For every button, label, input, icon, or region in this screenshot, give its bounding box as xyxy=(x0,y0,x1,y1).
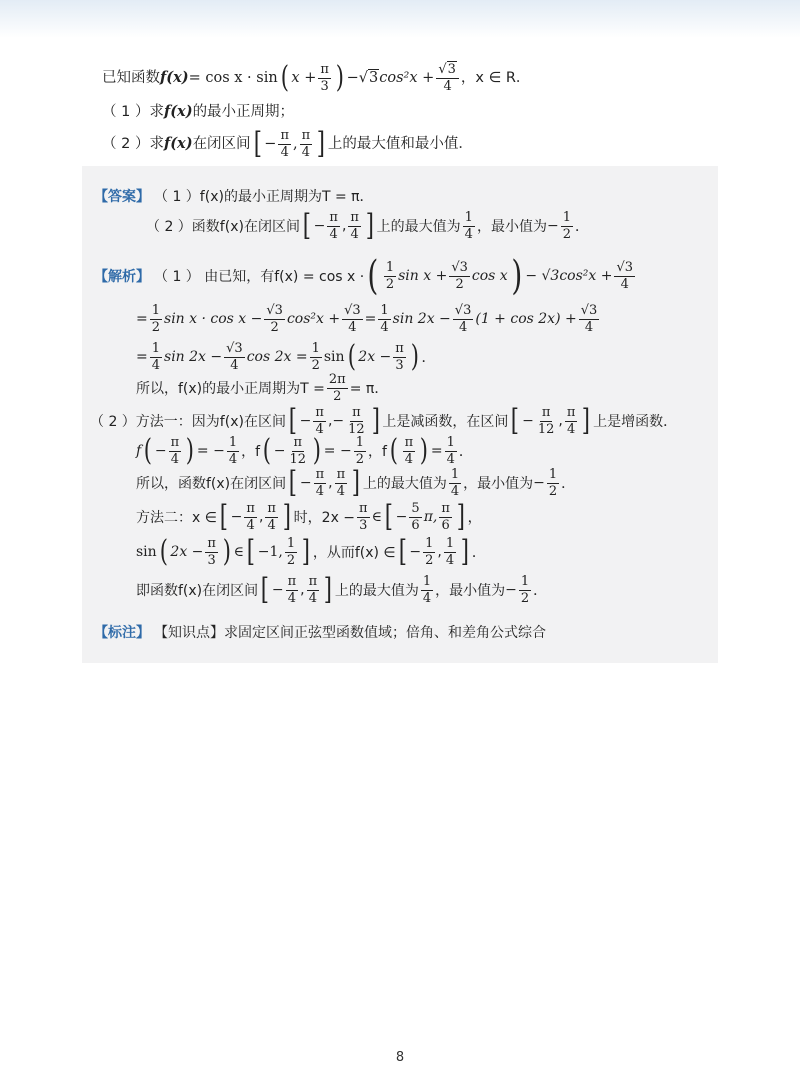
q1-fx: f(x) xyxy=(163,102,193,120)
l3-end: ． xyxy=(421,350,436,366)
problem-intro: 已知函数 xyxy=(102,69,160,86)
question-1 xyxy=(102,100,762,124)
m1c-mid2: ，最小值为 xyxy=(463,476,534,492)
m1-eq2: = − xyxy=(323,443,352,459)
analysis-s1-prefix: （ 1 ） 由已知，有f(x) = cos x · xyxy=(154,269,365,285)
def-part: = cos x · sin xyxy=(188,69,278,86)
l3e: 2x − xyxy=(358,349,392,365)
m2-when: 时，2x − xyxy=(293,510,356,526)
note-line xyxy=(94,622,546,642)
answer-1: （ 1 ）f(x)的最小正周期为T = π． xyxy=(154,189,374,205)
m1c-prefix: 所以，函数f(x)在闭区间 xyxy=(136,476,287,492)
method-2-line-2: sin ( 2x − $\frac{\pi}{3}$ ) ∈ [ −1, $\frac{1}{2}$ ] ，从而f(x) ∈ [ − $\frac{1}{2}$ , $\frac{1}{4}$ ] ． xyxy=(136,534,486,569)
note-tag: 【标注】 xyxy=(94,625,150,641)
page-number: 8 xyxy=(395,1050,405,1065)
l3d: sin xyxy=(323,349,345,365)
problem-line-1: 已知函数 f(x) = cos x · sin ( x + $\frac{\pi}{3}$ ) − √3 cos²x + $\frac{√3}{4}$ ，x ∈ R． xyxy=(102,60,531,95)
q1-suffix: 的最小正周期； xyxy=(192,103,295,120)
m2-prefix: 方法二：x ∈ xyxy=(136,510,217,526)
domain-text: ，x ∈ R． xyxy=(460,69,531,86)
q2-mid: 在闭区间 xyxy=(192,135,251,152)
m1c-mid: 上的最大值为 xyxy=(362,476,447,492)
m2c-end: ． xyxy=(533,583,548,599)
l3c: cos 2x = xyxy=(246,349,308,365)
analysis-tag: 【解析】 xyxy=(94,269,150,285)
m1-eq1: = − xyxy=(196,443,225,459)
method-1-line-1: （ 2 ）方法一：因为f(x)在区间 [ − $\frac{\pi}{4}$ , − $\frac{\pi}{12}$ ] 上是减函数，在区间 [ − $\frac{\pi}{12}$ , $\frac{\pi}{4}$ ] 上是增函数． xyxy=(90,403,678,438)
answer-2-mid: 上的最大值为 xyxy=(376,219,461,235)
m1-eq3: = xyxy=(430,443,443,459)
m2b-in: ∈ xyxy=(233,544,245,560)
m2b-mid: ，从而f(x) ∈ xyxy=(312,545,396,561)
answer-2-end: ． xyxy=(574,219,589,235)
m1-end: ． xyxy=(458,444,473,460)
m2c-prefix: 即函数f(x)在闭区间 xyxy=(136,583,259,599)
l2d: = xyxy=(364,311,377,327)
method-1-values: f ( − $\frac{\pi}{4}$ ) = − $\frac{1}{4}$ ，f ( − $\frac{\pi}{12}$ ) = − $\frac{1}{2}$ ，f ( $\frac{\pi}{4}$ ) = $\frac{1}{4}$ ． xyxy=(136,433,473,468)
frac-pi-3: $\frac{\pi}{3}$ xyxy=(320,61,329,94)
frac-sqrt3-4: $\frac{√3}{4}$ xyxy=(436,63,459,93)
l3b: sin 2x − xyxy=(164,349,223,365)
answer-2-prefix: （ 2 ）函数f(x)在闭区间 xyxy=(146,219,300,235)
question-2: （ 2 ）求 f(x) 在闭区间 [ − $\frac{\pi}{4}$ , $\frac{\pi}{4}$ ] 上的最大值和最小值． xyxy=(102,126,473,161)
problem-statement xyxy=(102,58,762,164)
m1-sep2: ，f xyxy=(367,444,387,460)
l2c: cos²x + xyxy=(286,311,341,327)
l4-prefix: 所以，f(x)的最小正周期为T = xyxy=(136,381,325,397)
m2-in: ∈ xyxy=(371,509,382,525)
l4-suffix: = π． xyxy=(349,381,389,397)
analysis-line-3: = $\frac{1}{4}$ sin 2x − $\frac{√3}{4}$ cos 2x = $\frac{1}{2}$ sin ( 2x − $\frac{\pi}{3}$ ) ． xyxy=(136,339,436,374)
m2b-sin: sin xyxy=(136,544,157,560)
method-2-conclusion: 即函数f(x)在闭区间 [ − $\frac{\pi}{4}$ , $\frac{\pi}{4}$ ] 上的最大值为 $\frac{1}{4}$ ，最小值为 − $\frac{1}{2}$ ． xyxy=(136,572,548,607)
q2-fx: f(x) xyxy=(163,134,193,152)
analysis-line-2: = $\frac{1}{2}$ sin x · cos x − $\frac{√3}{2}$ cos²x + $\frac{√3}{4}$ = $\frac{1}{4}$ sin 2x − $\frac{√3}{4}$ (1 + cos 2x) + $\frac{√3}{4}$ xyxy=(136,302,598,335)
answer-line-2: （ 2 ）函数f(x)在闭区间 [ − $\frac{\pi}{4}$ , $\frac{\pi}{4}$ ] 上的最大值为 $\frac{1}{4}$ ，最小值为 − $\frac{1}{2}$ ． xyxy=(146,208,589,243)
l2a: = xyxy=(136,311,148,327)
method-1-conclusion: 所以，函数f(x)在闭区间 [ − $\frac{\pi}{4}$ , $\frac{\pi}{4}$ ] 上的最大值为 $\frac{1}{4}$ ，最小值为 − $\frac{1}{2}$ ． xyxy=(136,465,576,500)
m1-mid: 上是减函数，在区间 xyxy=(382,414,509,430)
q2-prefix: （ 2 ）求 xyxy=(102,135,164,152)
l2f: (1 + cos 2x) + xyxy=(475,311,577,327)
analysis-line-4: 所以，f(x)的最小正周期为T = $\frac{2\pi}{2}$ = π． xyxy=(136,371,389,404)
m1-sep1: ，f xyxy=(241,444,261,460)
analysis-line-1: 【解析】 （ 1 ） 由已知，有f(x) = cos x · ( $\frac{1}{2}$ sin x + $\frac{√3}{2}$ cos x ) − √3cos²x + $\frac{√3}{4}$ xyxy=(94,253,634,299)
l2b: sin x · cos x − xyxy=(164,311,263,327)
fx-symbol: f(x) xyxy=(160,68,189,86)
answer-tag: 【答案】 xyxy=(94,189,150,205)
x-plus: x + xyxy=(291,69,317,86)
l3a: = xyxy=(136,349,148,365)
m1c-end: ． xyxy=(561,476,576,492)
top-band xyxy=(0,0,800,38)
minus: − xyxy=(346,69,359,86)
m2b-range: −1, xyxy=(257,544,283,560)
q1-prefix: （ 1 ）求 xyxy=(102,103,164,120)
answer-2-mid2: ，最小值为 xyxy=(476,219,547,235)
cos2x-plus: cos²x + xyxy=(379,69,435,86)
m1-prefix: （ 2 ）方法一：因为f(x)在区间 xyxy=(90,414,286,430)
note-text: 【知识点】求固定区间正弦型函数值域；倍角、和差角公式综合 xyxy=(154,625,546,641)
m1-suffix: 上是增函数． xyxy=(593,414,678,430)
m1-f1: f xyxy=(136,443,142,459)
method-2-line-1: 方法二：x ∈ [ − $\frac{\pi}{4}$ , $\frac{\pi}{4}$ ] 时，2x − $\frac{\pi}{3}$ ∈ [ − $\frac{5}{6}$ π, $\frac{\pi}{6}$ ] ， xyxy=(136,499,482,534)
m2b-end: ． xyxy=(471,545,486,561)
sqrt3: 3 xyxy=(369,69,379,86)
answer-line-1 xyxy=(94,186,374,206)
answer-box xyxy=(82,166,718,663)
m2c-mid: 上的最大值为 xyxy=(334,583,419,599)
m2c-mid2: ，最小值为 xyxy=(435,583,506,599)
m2-end: ， xyxy=(467,510,482,526)
q2-suffix: 上的最大值和最小值． xyxy=(327,135,473,152)
l2e: sin 2x − xyxy=(392,311,451,327)
analysis-l1-tail: − √3cos²x + xyxy=(525,268,613,284)
